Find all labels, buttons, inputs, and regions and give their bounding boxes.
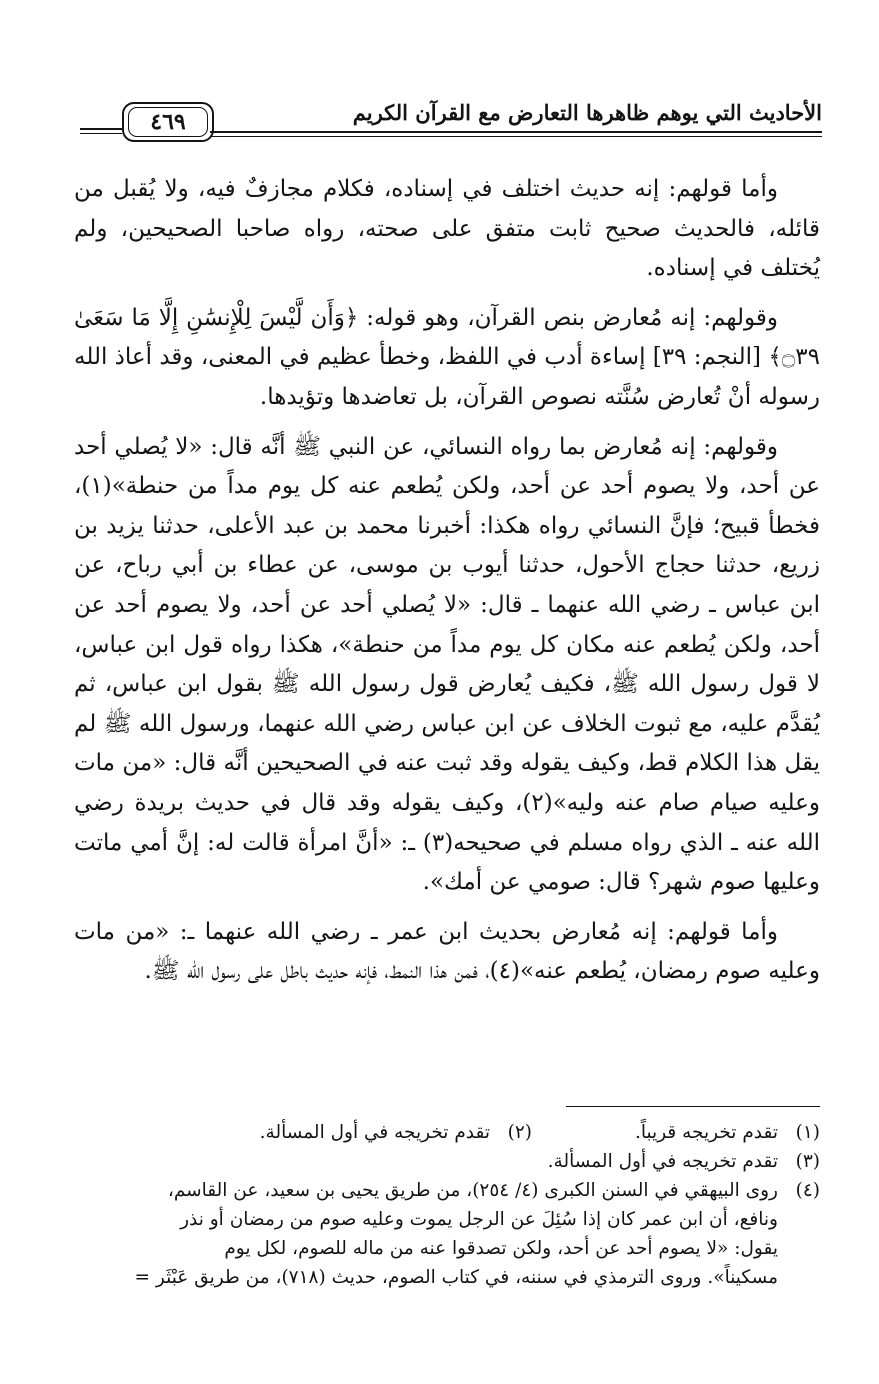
page-number-frame — [122, 102, 214, 142]
paragraph: وقولهم: إنه مُعارض بما رواه النسائي، عن النبي ﷺ أنَّه قال: «لا يُصلي أحد عن أحد، ولا يصوم أحد عن أحد، ولكن يُطعم عنه كل يوم مداً من حنطة»(١)، فخطأ قبيح؛ فإنَّ النسائي رواه هكذا: أخبرنا محمد بن عبد الأعلى، حدثنا يزيد بن زريع، حدثنا حجاج الأحول، حدثنا أيوب بن موسى، عن عطاء بن أبي رباح، عن ابن عباس ـ رضي الله عنهما ـ قال: «لا يُصلي أحد عن أحد، ولا يصوم أحد عن أحد، ولكن يُطعم عنه مكان كل يوم مداً من حنطة»، هكذا رواه قول ابن عباس، لا قول رسول الله ﷺ، فكيف يُعارض قول رسول الله ﷺ بقول ابن عباس، ثم يُقدَّم عليه، مع ثبوت الخلاف عن ابن عباس رضي الله عنهما، ورسول الله ﷺ لم يقل هذا الكلام قط، وكيف يقوله وقد ثبت عنه في الصحيحين أنَّه قال: «من مات وعليه صيام صام عنه وليه»(٢)، وكيف يقوله وقد قال في حديث بريدة رضي الله عنه ـ الذي رواه مسلم في صحيحه(٣) ـ: «أنَّ امرأة قالت له: إنَّ أمي ماتت وعليها صوم شهر؟ قال: صومي عن أمك». — [74, 433, 820, 896]
running-header — [70, 96, 822, 146]
paragraph: وقولهم: إنه مُعارض بنص القرآن، وهو قوله: ﴿وَأَن لَّيْسَ لِلْإِنسَٰنِ إِلَّا مَا سَعَىٰ ۝٣٩﴾ [النجم: ٣٩] إساءة أدب في اللفظ، وخطأ عظيم في المعنى، وقد أعاذ الله رسوله أنْ تُعارض سُنَّته نصوص القرآن، بل تعاضدها وتؤيدها. — [74, 304, 820, 410]
footnote-text: تقدم تخريجه قريباً. — [634, 1122, 778, 1143]
page-number: ٤٦٩ — [128, 107, 208, 137]
header-rule — [80, 128, 122, 130]
footnote-row — [40, 1118, 820, 1147]
footnote-text — [40, 1176, 778, 1292]
main-text — [74, 170, 820, 1002]
footnote-3 — [40, 1147, 820, 1176]
footnote-text: تقدم تخريجه في أول المسألة. — [259, 1122, 490, 1143]
footnote-1 — [532, 1118, 820, 1147]
paragraph: وأما قولهم: إنه مُعارض بحديث ابن عمر ـ رضي الله عنهما ـ: «من مات وعليه صوم رمضان، يُطعم عنه»(٤)، فمن هذا النمط، فإنه حديث باطل على رسول الله ﷺ. — [74, 918, 820, 985]
paragraph: وأما قولهم: إنه حديث اختلف في إسناده، فكلام مجازفٌ فيه، ولا يُقبل من قائله، فالحديث صحيح ثابت متفق على صحته، رواه صاحبا الصحيحين، ولم يُختلف في إسناده. — [74, 176, 820, 282]
footnote-number: (٢) — [507, 1122, 532, 1143]
footnote-line: مسكيناً». وروى الترمذي في سننه، في كتاب الصوم، حديث (٧١٨)، من طريق عَبْثَر = — [134, 1267, 778, 1288]
footnotes — [40, 1118, 820, 1292]
header-rule — [80, 133, 122, 134]
header-rule — [210, 131, 822, 133]
footnote-2 — [244, 1118, 532, 1147]
footnote-text: تقدم تخريجه في أول المسألة. — [547, 1151, 778, 1172]
header-rule — [210, 136, 822, 137]
footnote-line: روى البيهقي في السنن الكبرى (٤/ ٢٥٤)، من طريق يحيى بن سعيد، عن القاسم، — [167, 1180, 778, 1201]
footnote-4 — [40, 1176, 820, 1292]
header-title: الأحاديث التي يوهم ظاهرها التعارض مع القرآن الكريم — [352, 100, 822, 125]
footnote-separator — [566, 1106, 820, 1107]
footnote-number: (١) — [795, 1122, 820, 1143]
footnote-line: يقول: «لا يصوم أحد عن أحد، ولكن تصدقوا عنه من ماله للصوم، لكل يوم — [224, 1238, 778, 1259]
footnote-number: (٤) — [795, 1180, 820, 1201]
footnote-line: ونافع، أن ابن عمر كان إذا سُئِلَ عن الرجل يموت وعليه صوم من رمضان أو نذر — [180, 1209, 778, 1230]
footnote-number: (٣) — [795, 1151, 820, 1172]
